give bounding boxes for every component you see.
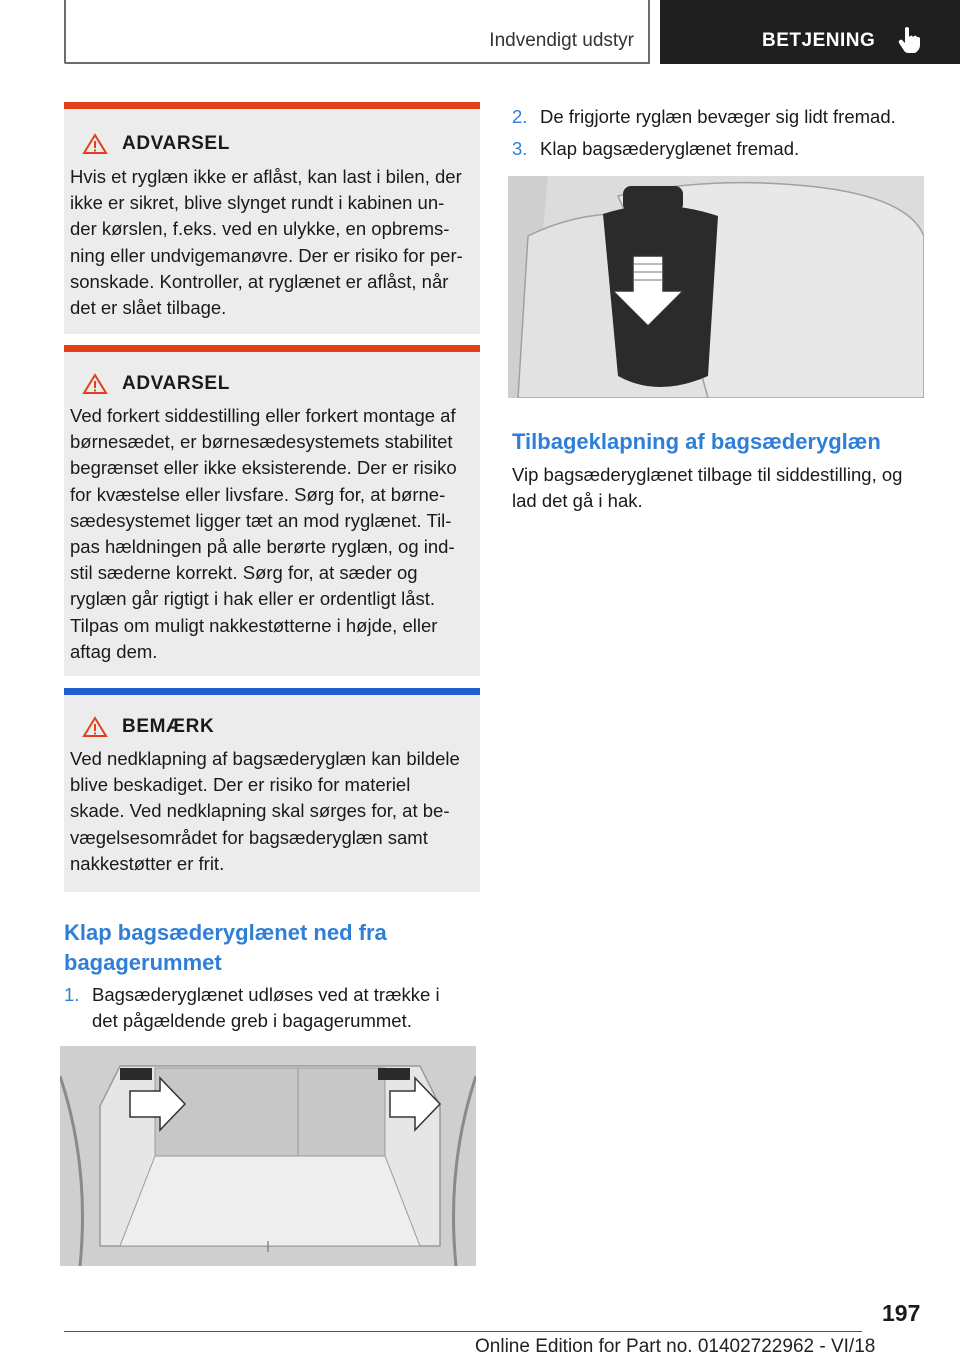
warning-label: ADVARSEL — [122, 373, 230, 394]
hand-pointer-icon — [898, 26, 922, 54]
warning-label: ADVARSEL — [122, 133, 230, 154]
warning-triangle-icon — [82, 133, 108, 155]
header-section-box — [64, 0, 650, 64]
chapter-label: BETJENING — [762, 30, 876, 51]
note-callout — [64, 688, 480, 892]
step-text: Bagsæderyglænet udløses ved at trække i det pågældende greb i bagagerummet. — [92, 984, 440, 1031]
fold-back-paragraph: Vip bagsæderyglænet tilbage til siddestilling, og lad det gå i hak. — [512, 464, 903, 511]
trunk-illustration-svg — [60, 1046, 476, 1266]
step-number: 3. — [512, 138, 528, 159]
step-text: Klap bagsæderyglænet fremad. — [540, 138, 800, 159]
note-bar — [64, 688, 480, 695]
section-heading-fold-back: Tilbageklapning af bagsæderyglæn — [512, 429, 881, 454]
page-number: 197 — [882, 1300, 921, 1326]
step-number: 2. — [512, 106, 528, 127]
trunk-release-illustration — [60, 1046, 476, 1266]
footer-edition: Online Edition for Part no. 01402722962 - VI/18 — [475, 1336, 876, 1357]
note-text: Ved nedklapning af bagsæderyglæn kan bildele blive beskadiget. Der er risiko for materiel skade. Ved nedklapning skal sørges for, at be- vægelsesområdet for bagsæderyglæn samt nakkestøtter er frit. — [70, 748, 460, 874]
chapter-tab — [660, 0, 960, 64]
warning-bar — [64, 345, 480, 352]
section-title: Indvendigt udstyr — [489, 30, 634, 51]
seatback-fold-illustration — [508, 176, 924, 398]
warning-callout-1 — [64, 102, 480, 334]
step-text: De frigjorte ryglæn bevæger sig lidt fremad. — [540, 106, 896, 127]
note-heading — [82, 716, 214, 738]
footer-divider — [64, 1331, 862, 1332]
warning-triangle-icon — [82, 716, 108, 738]
seat-illustration-svg — [508, 176, 924, 398]
warning-heading — [82, 373, 230, 395]
section-heading-fold-from-trunk: Klap bagsæderyglænet ned fra bagagerummet — [64, 920, 387, 975]
note-label: BEMÆRK — [122, 716, 215, 737]
warning-bar — [64, 102, 480, 109]
warning-text: Ved forkert siddestilling eller forkert montage af børnesædet, er børnesædesystemets stabilitet begrænset eller ikke eksisterende. Der er risiko for kvæstelse eller livsfare. Sørg for, at børne- sædesystemet ligger tæt an mod ryglænet. Til- pas hældningen på alle berørte ryglæn, og ind- stil sæderne korrekt. Sørg for, at sæder og ryglæn går rigtigt i hak eller er ordentligt låst. Tilpas om muligt nakkestøtterne i højde, eller aftag dem. — [70, 405, 457, 662]
warning-heading — [82, 133, 230, 155]
warning-callout-2 — [64, 345, 480, 676]
step-number: 1. — [64, 984, 80, 1005]
warning-text: Hvis et ryglæn ikke er aflåst, kan last i bilen, der ikke er sikret, blive slynget rundt i kabinen un- der kørslen, f.eks. ved en ulykke, en opbrems- ning eller undvigemanøvre. Der er risiko for per- sonskade. Kontroller, at ryglænet er aflåst, når det er slået tilbage. — [70, 166, 463, 319]
warning-triangle-icon — [82, 373, 108, 395]
